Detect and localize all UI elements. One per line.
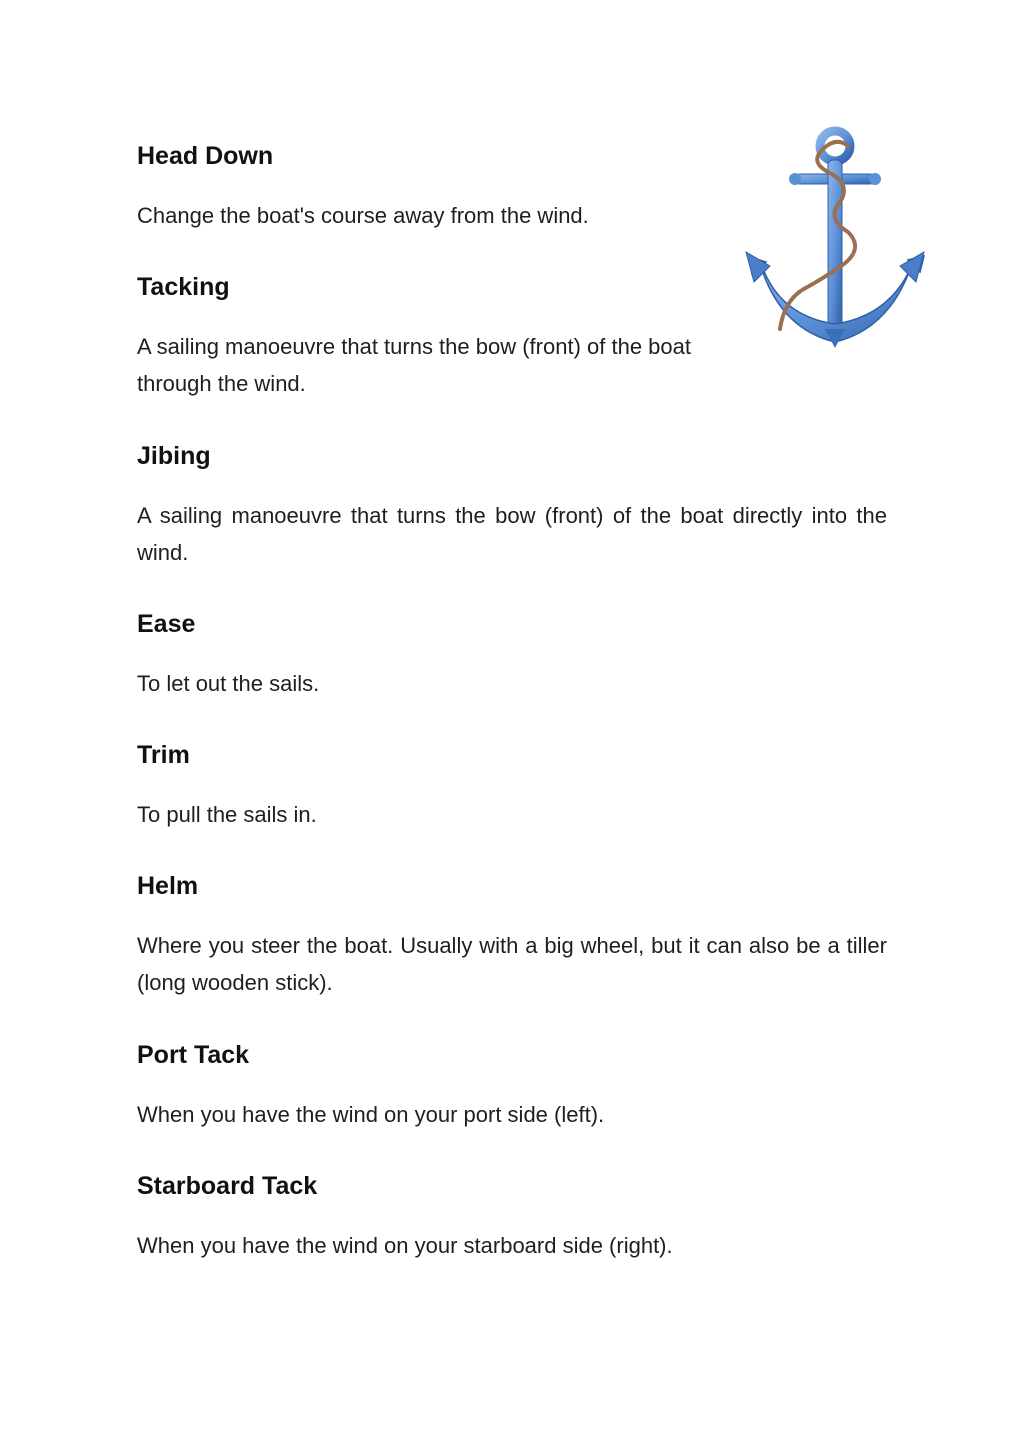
term-definition: To let out the sails. [137, 671, 320, 696]
term-title: Port Tack [137, 1041, 250, 1069]
term-helm [137, 871, 887, 1001]
term-title: Starboard Tack [137, 1172, 318, 1200]
term-tacking [137, 272, 727, 402]
term-definition: A sailing manoeuvre that turns the bow (front) of the boat through the wind. [137, 334, 691, 396]
term-ease [137, 609, 319, 702]
anchor-icon [740, 124, 930, 354]
term-title: Helm [137, 872, 199, 900]
term-title: Trim [137, 741, 190, 769]
term-definition: A sailing manoeuvre that turns the bow (front) of the boat directly into the wind. [137, 503, 887, 565]
term-definition: When you have the wind on your starboard side (right). [137, 1233, 673, 1258]
term-definition: Where you steer the boat. Usually with a big wheel, but it can also be a tiller (long wooden stick). [137, 933, 887, 995]
term-title: Ease [137, 610, 196, 638]
term-title: Jibing [137, 442, 211, 470]
term-title: Tacking [137, 273, 230, 301]
term-title: Head Down [137, 142, 274, 170]
term-definition: When you have the wind on your port side (left). [137, 1102, 605, 1127]
term-starboard-tack [137, 1171, 673, 1264]
term-head-down [137, 141, 589, 234]
term-trim [137, 740, 317, 833]
term-port-tack [137, 1040, 604, 1133]
term-definition: Change the boat's course away from the wind. [137, 203, 589, 228]
term-jibing [137, 441, 887, 571]
term-definition: To pull the sails in. [137, 802, 317, 827]
